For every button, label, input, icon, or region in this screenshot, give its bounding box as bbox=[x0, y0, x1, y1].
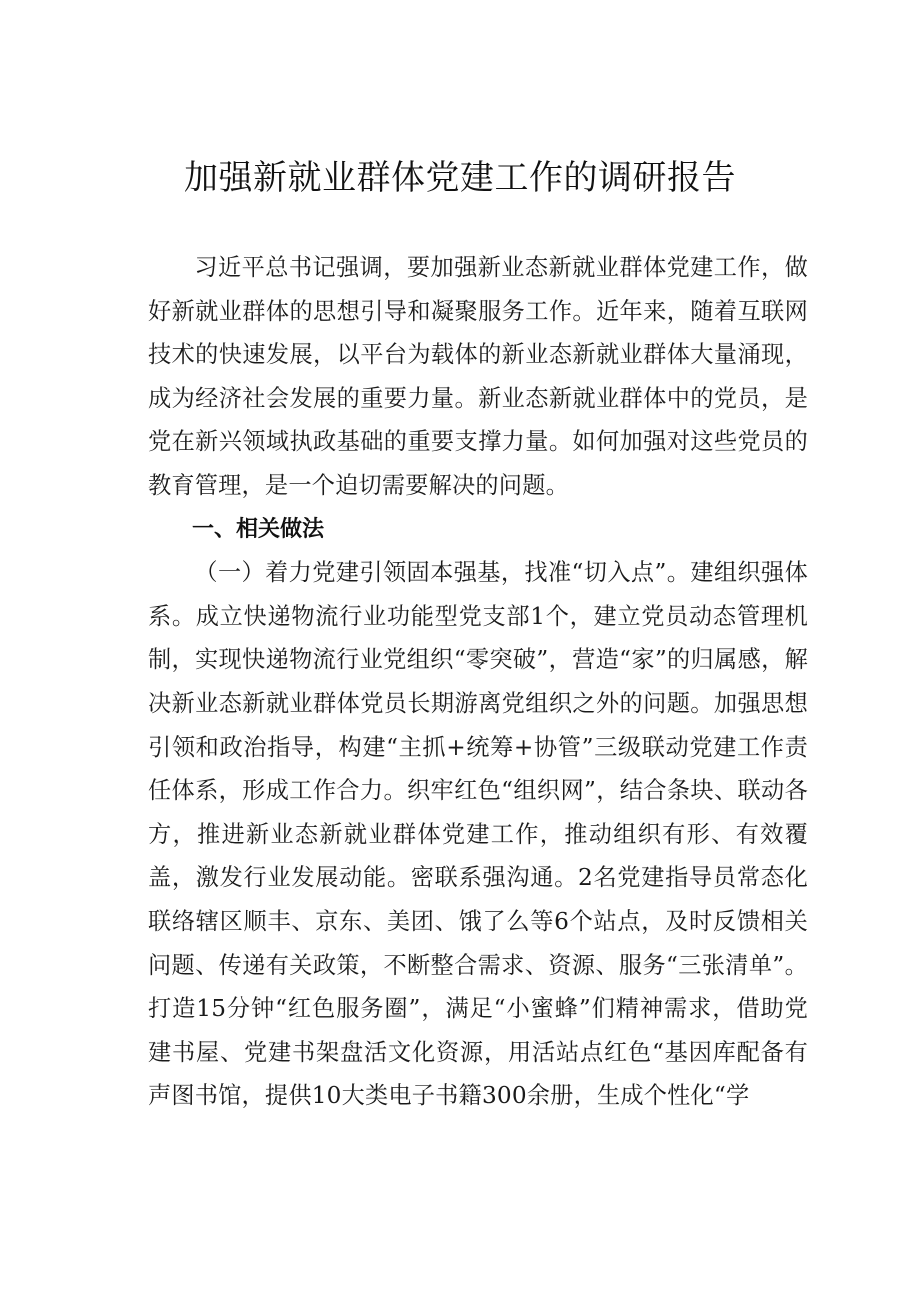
document-body bbox=[148, 246, 808, 1118]
document-title: 加强新就业群体党建工作的调研报告 bbox=[184, 158, 736, 198]
section-paragraph: （一）着力党建引领固本强基，找准“切入点”。建组织强体系。成立快递物流行业功能型党支部1个，建立党员动态管理机制，实现快递物流行业党组织“零突破”，营造“家”的归属感，解决新业态新就业群体党员长期游离党组织之外的问题。加强思想引领和政治指导，构建“主抓+统筹+协管”三级联动党建工作责任体系，形成工作合力。织牢红色“组织网”，结合条块、联动各方，推进新业态新就业群体党建工作，推动组织有形、有效覆盖，激发行业发展动能。密联系强沟通。2名党建指导员常态化联络辖区顺丰、京东、美团、饿了么等6个站点，及时反馈相关问题、传递有关政策，不断整合需求、资源、服务“三张清单”。打造15分钟“红色服务圈”，满足“小蜜蜂”们精神需求，借助党建书屋、党建书架盘活文化资源，用活站点红色“基因库配备有声图书馆，提供10大类电子书籍300余册，生成个性化“学 bbox=[148, 559, 808, 1110]
section-heading-related-practices: 一、相关做法 bbox=[192, 516, 325, 542]
intro-paragraph: 习近平总书记强调，要加强新业态新就业群体党建工作，做好新就业群体的思想引导和凝聚服务工作。近年来，随着互联网技术的快速发展，以平台为载体的新业态新就业群体大量涌现，成为经济社会发展的重要力量。新业态新就业群体中的党员，是党在新兴领域执政基础的重要支撑力量。如何加强对这些党员的教育管理，是一个迫切需要解决的问题。 bbox=[148, 254, 808, 499]
